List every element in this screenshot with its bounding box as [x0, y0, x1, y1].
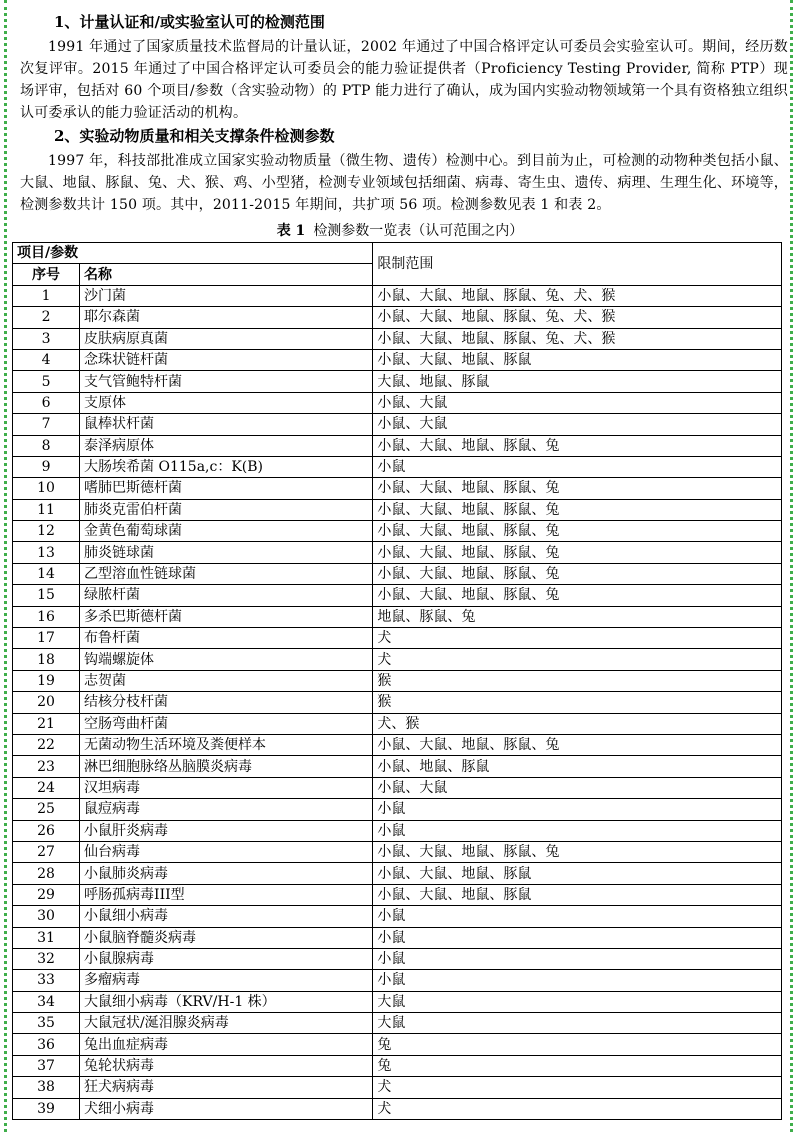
table-row — [13, 1013, 782, 1034]
cell-seq: 19 — [13, 670, 80, 691]
cell-seq: 29 — [13, 884, 80, 905]
cell-name: 汉坦病毒 — [80, 777, 373, 798]
column-header-name: 名称 — [80, 264, 373, 285]
cell-range: 兔 — [373, 1034, 782, 1055]
cell-seq: 10 — [13, 478, 80, 499]
cell-seq: 11 — [13, 499, 80, 520]
cell-range: 小鼠、大鼠、地鼠、豚鼠 — [373, 349, 782, 370]
table-row — [13, 906, 782, 927]
cell-range: 犬 — [373, 649, 782, 670]
cell-name: 呼肠孤病毒III型 — [80, 884, 373, 905]
cell-name: 兔轮状病毒 — [80, 1055, 373, 1076]
cell-seq: 21 — [13, 713, 80, 734]
cell-range: 小鼠、大鼠、地鼠、豚鼠、兔 — [373, 841, 782, 862]
cell-name: 小鼠腺病毒 — [80, 948, 373, 969]
cell-seq: 17 — [13, 628, 80, 649]
table-row — [13, 1077, 782, 1098]
table-row — [13, 392, 782, 413]
table-caption-label: 表 1 — [276, 223, 306, 239]
cell-range: 小鼠 — [373, 927, 782, 948]
cell-range: 犬 — [373, 1077, 782, 1098]
table-row — [13, 606, 782, 627]
table-row — [13, 521, 782, 542]
cell-seq: 39 — [13, 1098, 80, 1119]
table-row — [13, 734, 782, 755]
column-header-seq: 序号 — [13, 264, 80, 285]
cell-seq: 16 — [13, 606, 80, 627]
cell-seq: 14 — [13, 563, 80, 584]
cell-range: 小鼠 — [373, 948, 782, 969]
cell-seq: 15 — [13, 585, 80, 606]
cell-seq: 26 — [13, 820, 80, 841]
document-content — [12, 0, 788, 1120]
table-row — [13, 649, 782, 670]
cell-seq: 24 — [13, 777, 80, 798]
cell-range: 小鼠、大鼠、地鼠、豚鼠、兔、犬、猴 — [373, 307, 782, 328]
cell-range: 小鼠、大鼠、地鼠、豚鼠、兔 — [373, 585, 782, 606]
cell-name: 狂犬病病毒 — [80, 1077, 373, 1098]
table-row — [13, 948, 782, 969]
cell-range: 猴 — [373, 670, 782, 691]
cell-name: 小鼠肺炎病毒 — [80, 863, 373, 884]
cell-range: 小鼠 — [373, 456, 782, 477]
table-row — [13, 799, 782, 820]
cell-range: 小鼠 — [373, 970, 782, 991]
table-row — [13, 820, 782, 841]
table-row — [13, 777, 782, 798]
cell-name: 无菌动物生活环境及粪便样本 — [80, 734, 373, 755]
cell-range: 兔 — [373, 1055, 782, 1076]
table-row — [13, 756, 782, 777]
cell-name: 仙台病毒 — [80, 841, 373, 862]
cell-name: 淋巴细胞脉络丛脑膜炎病毒 — [80, 756, 373, 777]
table-row — [13, 991, 782, 1012]
cell-name: 小鼠脑脊髓炎病毒 — [80, 927, 373, 948]
cell-seq: 18 — [13, 649, 80, 670]
cell-range: 小鼠、大鼠、地鼠、豚鼠、兔 — [373, 478, 782, 499]
table-row — [13, 414, 782, 435]
table-row — [13, 863, 782, 884]
cell-seq: 13 — [13, 542, 80, 563]
cell-range: 小鼠、大鼠、地鼠、豚鼠 — [373, 884, 782, 905]
parameter-table — [12, 242, 782, 1120]
cell-name: 乙型溶血性链球菌 — [80, 563, 373, 584]
section1-paragraph: 1991 年通过了国家质量技术监督局的计量认证，2002 年通过了中国合格评定认可委员会实验室认可。期间，经历数次复评审。2015 年通过了中国合格评定认可委员会的能力验证提供者（Proficiency Testing Provider, 简称 PTP）现场评审，包括对 60 个项目/参数（含实验动物）的 PTP 能力进行了确认，成为国内实验动物领域第一个具有资格独立组织认可委承认的能力验证活动的机构。 — [20, 39, 788, 121]
cell-name: 大鼠冠状/涎泪腺炎病毒 — [80, 1013, 373, 1034]
cell-seq: 32 — [13, 948, 80, 969]
table-row — [13, 841, 782, 862]
cell-name: 小鼠细小病毒 — [80, 906, 373, 927]
table-caption — [12, 220, 788, 242]
cell-range: 小鼠、大鼠 — [373, 777, 782, 798]
section2-paragraph: 1997 年，科技部批准成立国家实验动物质量（微生物、遗传）检测中心。到目前为止，可检测的动物种类包括小鼠、大鼠、地鼠、豚鼠、兔、犬、猴、鸡、小型猪，检测专业领域包括细菌、病毒、寄生虫、遗传、病理、生理生化、环境等，检测参数共计 150 项。其中，2011-2015 年期间，共扩项 56 项。检测参数见表 1 和表 2。 — [20, 153, 788, 213]
table-row — [13, 692, 782, 713]
cell-seq: 25 — [13, 799, 80, 820]
cell-name: 肺炎克雷伯杆菌 — [80, 499, 373, 520]
cell-seq: 1 — [13, 285, 80, 306]
cell-seq: 6 — [13, 392, 80, 413]
cell-name: 大肠埃希菌 O115a,c：K(B) — [80, 456, 373, 477]
cell-range: 猴 — [373, 692, 782, 713]
table-row — [13, 1098, 782, 1119]
table-row — [13, 563, 782, 584]
cell-seq: 31 — [13, 927, 80, 948]
cell-seq: 30 — [13, 906, 80, 927]
cell-name: 小鼠肝炎病毒 — [80, 820, 373, 841]
cell-seq: 7 — [13, 414, 80, 435]
cell-name: 布鲁杆菌 — [80, 628, 373, 649]
cell-seq: 33 — [13, 970, 80, 991]
cell-range: 小鼠、大鼠、地鼠、豚鼠、兔、犬、猴 — [373, 285, 782, 306]
cell-name: 志贺菌 — [80, 670, 373, 691]
cell-name: 兔出血症病毒 — [80, 1034, 373, 1055]
cell-range: 犬 — [373, 628, 782, 649]
cell-range: 小鼠 — [373, 820, 782, 841]
cell-seq: 3 — [13, 328, 80, 349]
cell-name: 泰泽病原体 — [80, 435, 373, 456]
cell-range: 小鼠、大鼠、地鼠、豚鼠、兔 — [373, 734, 782, 755]
table-row — [13, 1055, 782, 1076]
cell-name: 空肠弯曲杆菌 — [80, 713, 373, 734]
cell-range: 大鼠 — [373, 1013, 782, 1034]
cell-name: 支原体 — [80, 392, 373, 413]
cell-name: 嗜肺巴斯德杆菌 — [80, 478, 373, 499]
cell-seq: 28 — [13, 863, 80, 884]
cell-name: 金黄色葡萄球菌 — [80, 521, 373, 542]
cell-name: 结核分枝杆菌 — [80, 692, 373, 713]
table-body — [13, 285, 782, 1119]
cell-seq: 4 — [13, 349, 80, 370]
cell-range: 小鼠、大鼠 — [373, 414, 782, 435]
cell-name: 皮肤病原真菌 — [80, 328, 373, 349]
cell-seq: 36 — [13, 1034, 80, 1055]
table-row — [13, 435, 782, 456]
cell-name: 钩端螺旋体 — [80, 649, 373, 670]
table-row — [13, 307, 782, 328]
cell-seq: 22 — [13, 734, 80, 755]
cell-name: 犬细小病毒 — [80, 1098, 373, 1119]
cell-range: 地鼠、豚鼠、兔 — [373, 606, 782, 627]
cell-name: 鼠棒状杆菌 — [80, 414, 373, 435]
cell-name: 大鼠细小病毒（KRV/H-1 株） — [80, 991, 373, 1012]
cell-range: 犬 — [373, 1098, 782, 1119]
cell-range: 小鼠 — [373, 799, 782, 820]
table-caption-text: 检测参数一览表（认可范围之内） — [313, 223, 524, 239]
cell-range: 小鼠、大鼠、地鼠、豚鼠、兔 — [373, 563, 782, 584]
table-row — [13, 499, 782, 520]
group-header: 项目/参数 — [13, 243, 373, 264]
cell-name: 多瘤病毒 — [80, 970, 373, 991]
cell-name: 多杀巴斯德杆菌 — [80, 606, 373, 627]
cell-seq: 12 — [13, 521, 80, 542]
cell-seq: 27 — [13, 841, 80, 862]
cell-range: 小鼠、大鼠 — [373, 392, 782, 413]
table-row — [13, 970, 782, 991]
cell-range: 大鼠 — [373, 991, 782, 1012]
cell-name: 耶尔森菌 — [80, 307, 373, 328]
table-row — [13, 478, 782, 499]
table-row — [13, 542, 782, 563]
section2-heading: 2、实验动物质量和相关支撑条件检测参数 — [54, 127, 335, 145]
cell-seq: 9 — [13, 456, 80, 477]
table-row — [13, 1034, 782, 1055]
cell-range: 小鼠、大鼠、地鼠、豚鼠、兔 — [373, 542, 782, 563]
cell-name: 沙门菌 — [80, 285, 373, 306]
cell-name: 支气管鲍特杆菌 — [80, 371, 373, 392]
table-row — [13, 884, 782, 905]
table-row — [13, 285, 782, 306]
cell-seq: 23 — [13, 756, 80, 777]
cell-range: 小鼠、大鼠、地鼠、豚鼠 — [373, 863, 782, 884]
cell-seq: 34 — [13, 991, 80, 1012]
table-row — [13, 585, 782, 606]
cell-seq: 20 — [13, 692, 80, 713]
table-row — [13, 927, 782, 948]
table-row — [13, 328, 782, 349]
cell-range: 小鼠、大鼠、地鼠、豚鼠、兔 — [373, 499, 782, 520]
table-row — [13, 713, 782, 734]
cell-range: 小鼠、大鼠、地鼠、豚鼠、兔 — [373, 435, 782, 456]
cell-seq: 35 — [13, 1013, 80, 1034]
cell-seq: 8 — [13, 435, 80, 456]
cell-seq: 38 — [13, 1077, 80, 1098]
cell-seq: 37 — [13, 1055, 80, 1076]
cell-range: 小鼠 — [373, 906, 782, 927]
cell-name: 念珠状链杆菌 — [80, 349, 373, 370]
column-header-range: 限制范围 — [373, 243, 782, 286]
cell-name: 绿脓杆菌 — [80, 585, 373, 606]
cell-range: 小鼠、大鼠、地鼠、豚鼠、兔、犬、猴 — [373, 328, 782, 349]
cell-range: 犬、猴 — [373, 713, 782, 734]
cell-seq: 2 — [13, 307, 80, 328]
cell-range: 小鼠、地鼠、豚鼠 — [373, 756, 782, 777]
table-row — [13, 349, 782, 370]
table-row — [13, 670, 782, 691]
table-row — [13, 371, 782, 392]
cell-range: 大鼠、地鼠、豚鼠 — [373, 371, 782, 392]
cell-range: 小鼠、大鼠、地鼠、豚鼠、兔 — [373, 521, 782, 542]
table-row — [13, 628, 782, 649]
table-row — [13, 456, 782, 477]
cell-name: 鼠痘病毒 — [80, 799, 373, 820]
cell-name: 肺炎链球菌 — [80, 542, 373, 563]
section1-heading: 1、计量认证和/或实验室认可的检测范围 — [54, 13, 325, 31]
cell-seq: 5 — [13, 371, 80, 392]
